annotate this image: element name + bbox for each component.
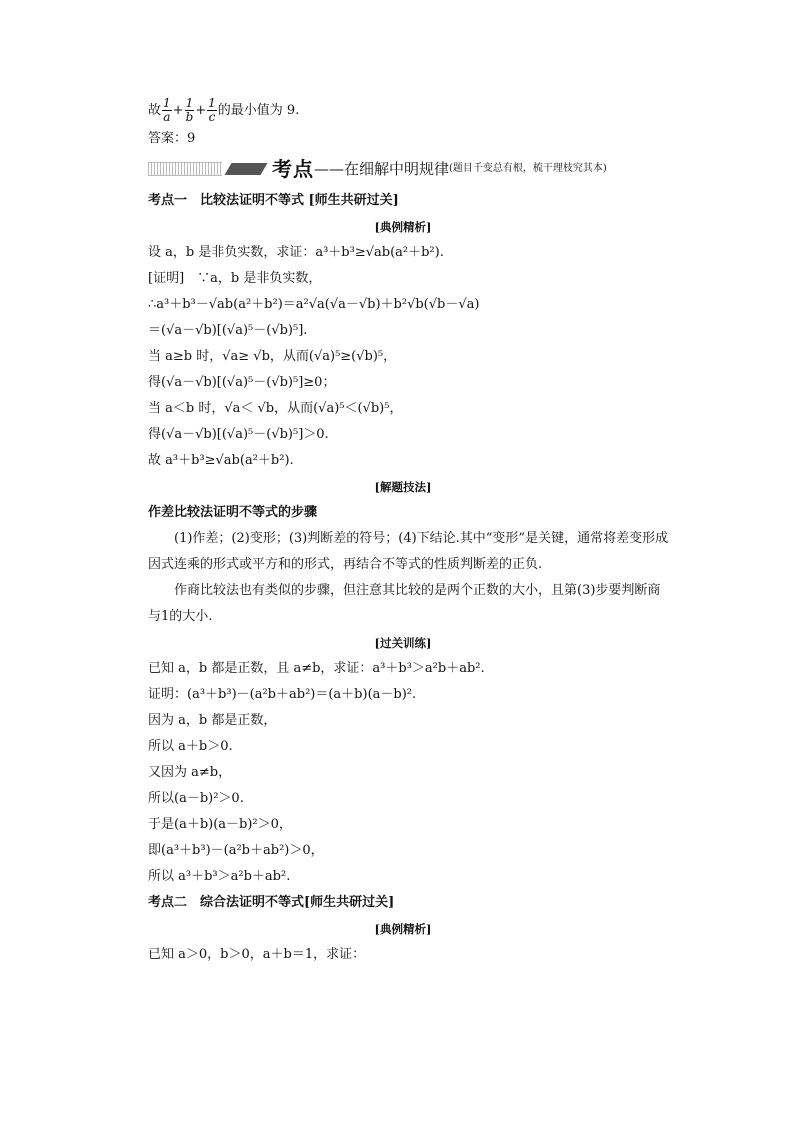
fraction-1-over-c: $\frac{1}{c}$: [208, 96, 216, 124]
proof-line: [证明] ∵a，b 是非负实数，: [148, 271, 322, 286]
hatch-decoration: [148, 162, 222, 176]
point1-example-tag: [典例精析]: [374, 220, 432, 234]
section-note: (题目千变总有根，梳干理枝究其本): [449, 163, 607, 174]
method-paragraph-1b: 因式连乘的形式或平方和的形式，再结合不等式的性质判断差的正负.: [148, 557, 543, 572]
section-title: 考点: [272, 157, 314, 181]
practice-proof-line: 证明：(a³＋b³)－(a²b＋ab²)＝(a＋b)(a－b)².: [148, 687, 417, 702]
practice-proof: [148, 682, 658, 890]
point1-proof: [148, 266, 658, 474]
point2-problem: 已知 a＞0，b＞0，a＋b＝1，求证：: [148, 947, 366, 962]
proof-line: 当 a≥b 时，√a≥ √b，从而(√a)⁵≥(√b)⁵，: [148, 349, 397, 364]
method-paragraph-2a: 作商比较法也有类似的步骤，但注意其比较的是两个正数的大小，且第(3)步要判断商: [174, 583, 661, 598]
proof-line: 得(√a－√b)[(√a)⁵－(√b)⁵]≥0；: [148, 375, 336, 390]
fraction-1-over-a: $\frac{1}{a}$: [163, 96, 171, 124]
practice-proof-line: 所以(a－b)²＞0.: [148, 791, 244, 806]
slash-decoration: [225, 163, 268, 175]
point2-example-tag: [典例精析]: [374, 922, 432, 936]
practice-proof-line: 又因为 a≠b，: [148, 765, 232, 780]
practice-proof-line: 于是(a＋b)(a－b)²＞0，: [148, 817, 292, 832]
practice-proof-line: 即(a³＋b³)－(a²b＋ab²)＞0，: [148, 843, 324, 858]
section-subtitle: ——在细解中明规律: [314, 160, 450, 178]
method-title: 作差比较法证明不等式的步骤: [148, 505, 318, 520]
point1-method-tag: [解题技法]: [374, 480, 432, 494]
proof-line: ＝(√a－√b)[(√a)⁵－(√b)⁵].: [148, 323, 308, 338]
proof-line: ∴a³＋b³－√ab(a²＋b²)＝a²√a(√a－√b)＋b²√b(√b－√a): [148, 297, 480, 312]
point1-practice-tag: [过关训练]: [374, 636, 432, 650]
method-paragraph-2b: 与1的大小.: [148, 609, 213, 624]
proof-line: 当 a＜b 时，√a＜ √b，从而(√a)⁵＜(√b)⁵，: [148, 401, 403, 416]
point1-problem: 设 a，b 是非负实数，求证：a³＋b³≥√ab(a²＋b²).: [148, 245, 444, 260]
method-paragraph-1a: (1)作差；(2)变形；(3)判断差的符号；(4)下结论.其中“变形”是关键，通常将差变形成: [174, 531, 669, 546]
proof-line: 得(√a－√b)[(√a)⁵－(√b)⁵]＞0.: [148, 427, 329, 442]
point1-heading: 考点一 比较法证明不等式 [师生共研过关]: [148, 193, 399, 208]
document-page: [148, 96, 669, 968]
practice-proof-line: 所以 a³＋b³＞a²b＋ab².: [148, 869, 291, 884]
practice-problem: 已知 a，b 都是正数，且 a≠b，求证：a³＋b³＞a²b＋ab².: [148, 661, 485, 676]
section-banner: [148, 154, 658, 184]
fraction-sum-conclusion: 故 $\frac{1}{a}$ + $\frac{1}{b}$ + $\frac{1}{c}$ 的最小值为 9.: [148, 96, 300, 124]
proof-line: 故 a³＋b³≥√ab(a²＋b²).: [148, 453, 294, 468]
point2-heading: 考点二 综合法证明不等式[师生共研过关]: [148, 895, 395, 910]
practice-proof-line: 所以 a＋b＞0.: [148, 739, 233, 754]
practice-proof-line: 因为 a，b 都是正数，: [148, 713, 277, 728]
answer-line: 答案：9: [148, 131, 196, 146]
fraction-1-over-b: $\frac{1}{b}$: [185, 96, 194, 124]
